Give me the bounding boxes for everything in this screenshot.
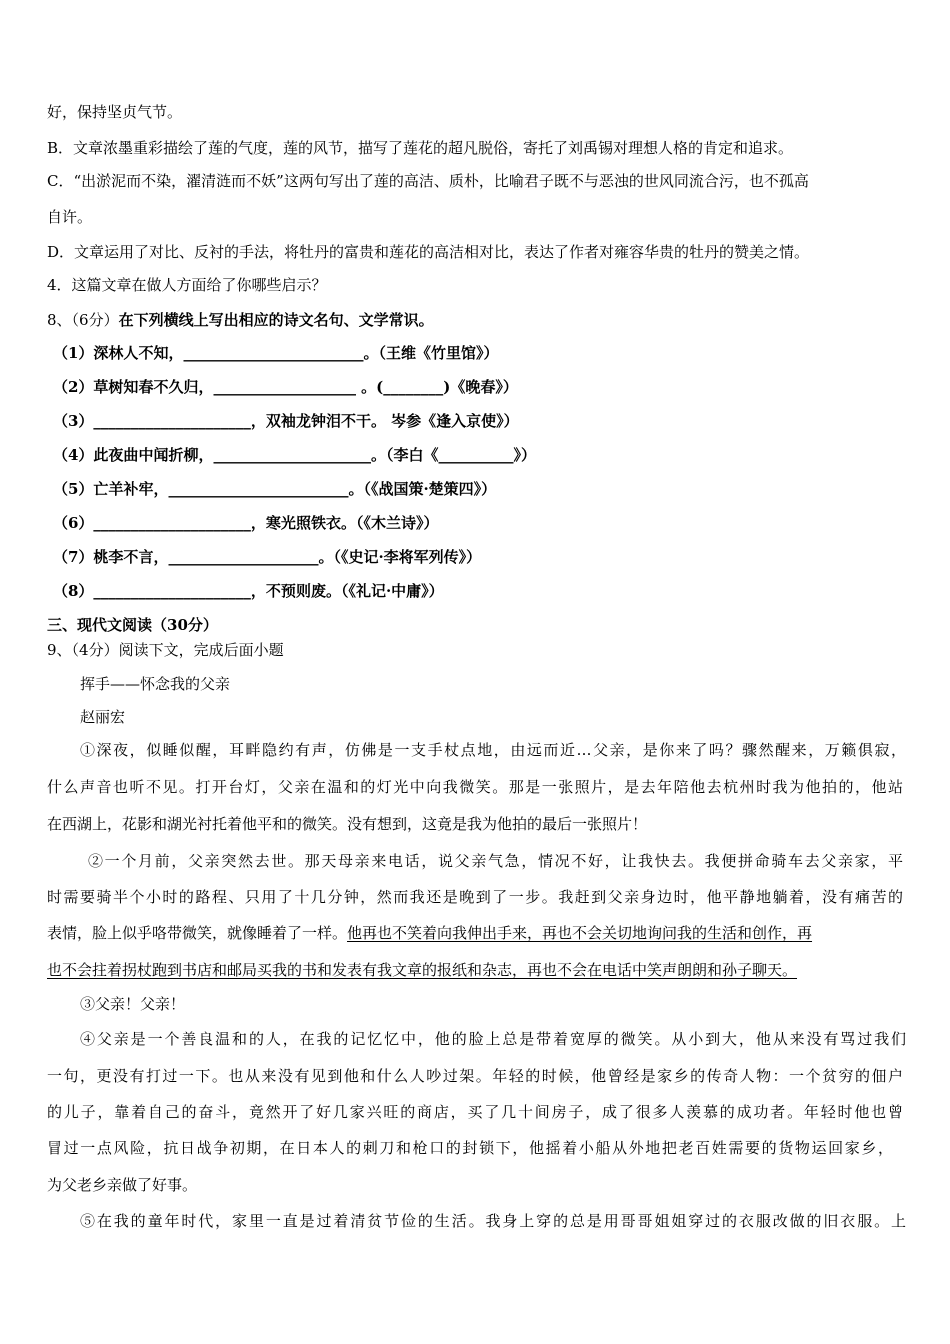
q8-item-4: （4）此夜曲中闻折柳，_____________________。（李白《__________》） xyxy=(53,446,536,464)
paragraph-4-line-5: 为父老乡亲做了好事。 xyxy=(47,1176,198,1194)
paragraph-2-underlined-sentence-part-1: 他再也不笑着向我伸出手来，再也不会关切地询问我的生活和创作，再 xyxy=(347,924,813,942)
q8-header xyxy=(47,310,434,330)
article-title: 挥手——怀念我的父亲 xyxy=(80,675,231,693)
article-author: 赵丽宏 xyxy=(80,708,126,726)
paragraph-1-line-3: 在西湖上，花影和湖光衬托着他平和的微笑。没有想到，这竟是我为他拍的最后一张照片！ xyxy=(47,815,648,833)
paragraph-4-line-1: ④父亲是一个善良温和的人，在我的记忆忆中，他的脸上总是带着宽厚的微笑。从小到大，他从来没有骂过我们 xyxy=(80,1030,906,1048)
paragraph-1-line-1: ①深夜，似睡似醒，耳畔隐约有声，仿佛是一支手杖点地，由远而近…父亲，是你来了吗？骤然醒来，万籁俱寂， xyxy=(80,741,906,759)
q8-instruction: 在下列横线上写出相应的诗文名句、文学常识。 xyxy=(118,311,434,329)
q7-option-b: B．文章浓墨重彩描绘了莲的气度，莲的风节，描写了莲花的超凡脱俗，寄托了刘禹锡对理想人格的肯定和追求。 xyxy=(47,139,794,157)
q7-option-c-line1: C．“出淤泥而不染，濯清涟而不妖”这两句写出了莲的高洁、质朴，比喻君子既不与恶浊的世风同流合污，也不孤高 xyxy=(47,172,809,190)
paragraph-4-line-2: 一句，更没有打过一下。也从来没有见到他和什么人吵过架。年轻的时候，他曾经是家乡的传奇人物：一个贫穷的佃户 xyxy=(47,1067,903,1085)
q8-item-8: （8）_____________________，不预则废。（《礼记·中庸》） xyxy=(53,582,444,600)
paragraph-2-line-1: ②一个月前，父亲突然去世。那天母亲来电话，说父亲气急，情况不好，让我快去。我便拼命骑车去父亲家，平 xyxy=(88,852,903,870)
paragraph-2-line-3 xyxy=(47,923,812,943)
q8-item-3: （3）_____________________，双袖龙钟泪不干。 岑参《逢入京使》） xyxy=(53,412,519,430)
q9-header: 9、（4分）阅读下文，完成后面小题 xyxy=(47,641,284,659)
q8-number: 8、（6分） xyxy=(47,311,119,329)
paragraph-2-line-2: 时需要骑半个小时的路程、只用了十几分钟，然而我还是晚到了一步。我赶到父亲身边时，他平静地躺着，没有痛苦的 xyxy=(47,888,903,906)
q7-option-a-tail: 好，保持坚贞气节。 xyxy=(47,103,183,121)
paragraph-1-line-2: 什么声音也听不见。打开台灯，父亲在温和的灯光中向我微笑。那是一张照片，是去年陪他去杭州时我为他拍的，他站 xyxy=(47,778,903,796)
paragraph-5-line-1: ⑤在我的童年时代，家里一直是过着清贫节俭的生活。我身上穿的总是用哥哥姐姐穿过的衣服改做的旧衣服。上 xyxy=(80,1212,906,1230)
q8-item-6: （6）_____________________，寒光照铁衣。（《木兰诗》） xyxy=(53,514,439,532)
q8-item-5: （5）亡羊补牢，________________________。（《战国策·楚策四》） xyxy=(53,480,497,498)
q8-item-7: （7）桃李不言，____________________。（《史记·李将军列传》） xyxy=(53,548,482,566)
paragraph-3: ③父亲！父亲！ xyxy=(80,995,186,1013)
q8-item-2: （2）草树知春不久归，___________________ 。(________)《晚春》） xyxy=(53,378,518,396)
section-3-title: 三、现代文阅读（30分） xyxy=(47,616,218,634)
paragraph-2-line-3-plain: 表情，脸上似乎咯带微笑，就像睡着了一样。 xyxy=(47,924,348,942)
q7-option-c-line2: 自许。 xyxy=(47,208,93,226)
paragraph-4-line-4: 冒过一点风险，抗日战争初期，在日本人的刺刀和枪口的封锁下，他摇着小船从外地把老百姓需要的货物运回家乡， xyxy=(47,1139,893,1157)
q7-sub-question-4: 4．这篇文章在做人方面给了你哪些启示？ xyxy=(47,276,327,294)
q8-item-1: （1）深林人不知，________________________。（王维《竹里馆》） xyxy=(53,344,499,362)
q7-option-d: D．文章运用了对比、反衬的手法，将牡丹的富贵和莲花的高洁相对比，表达了作者对雍容华贵的牡丹的赞美之情。 xyxy=(47,243,810,261)
paragraph-4-line-3: 的儿子，靠着自己的奋斗，竟然开了好几家兴旺的商店，买了几十间房子，成了很多人羡慕的成功者。年轻时他也曾 xyxy=(47,1103,903,1121)
paragraph-2-underlined-sentence-part-2: 也不会拄着拐杖跑到书店和邮局买我的书和发表有我文章的报纸和杂志，再也不会在电话中笑声朗朗和孙子聊天。 xyxy=(47,961,798,979)
